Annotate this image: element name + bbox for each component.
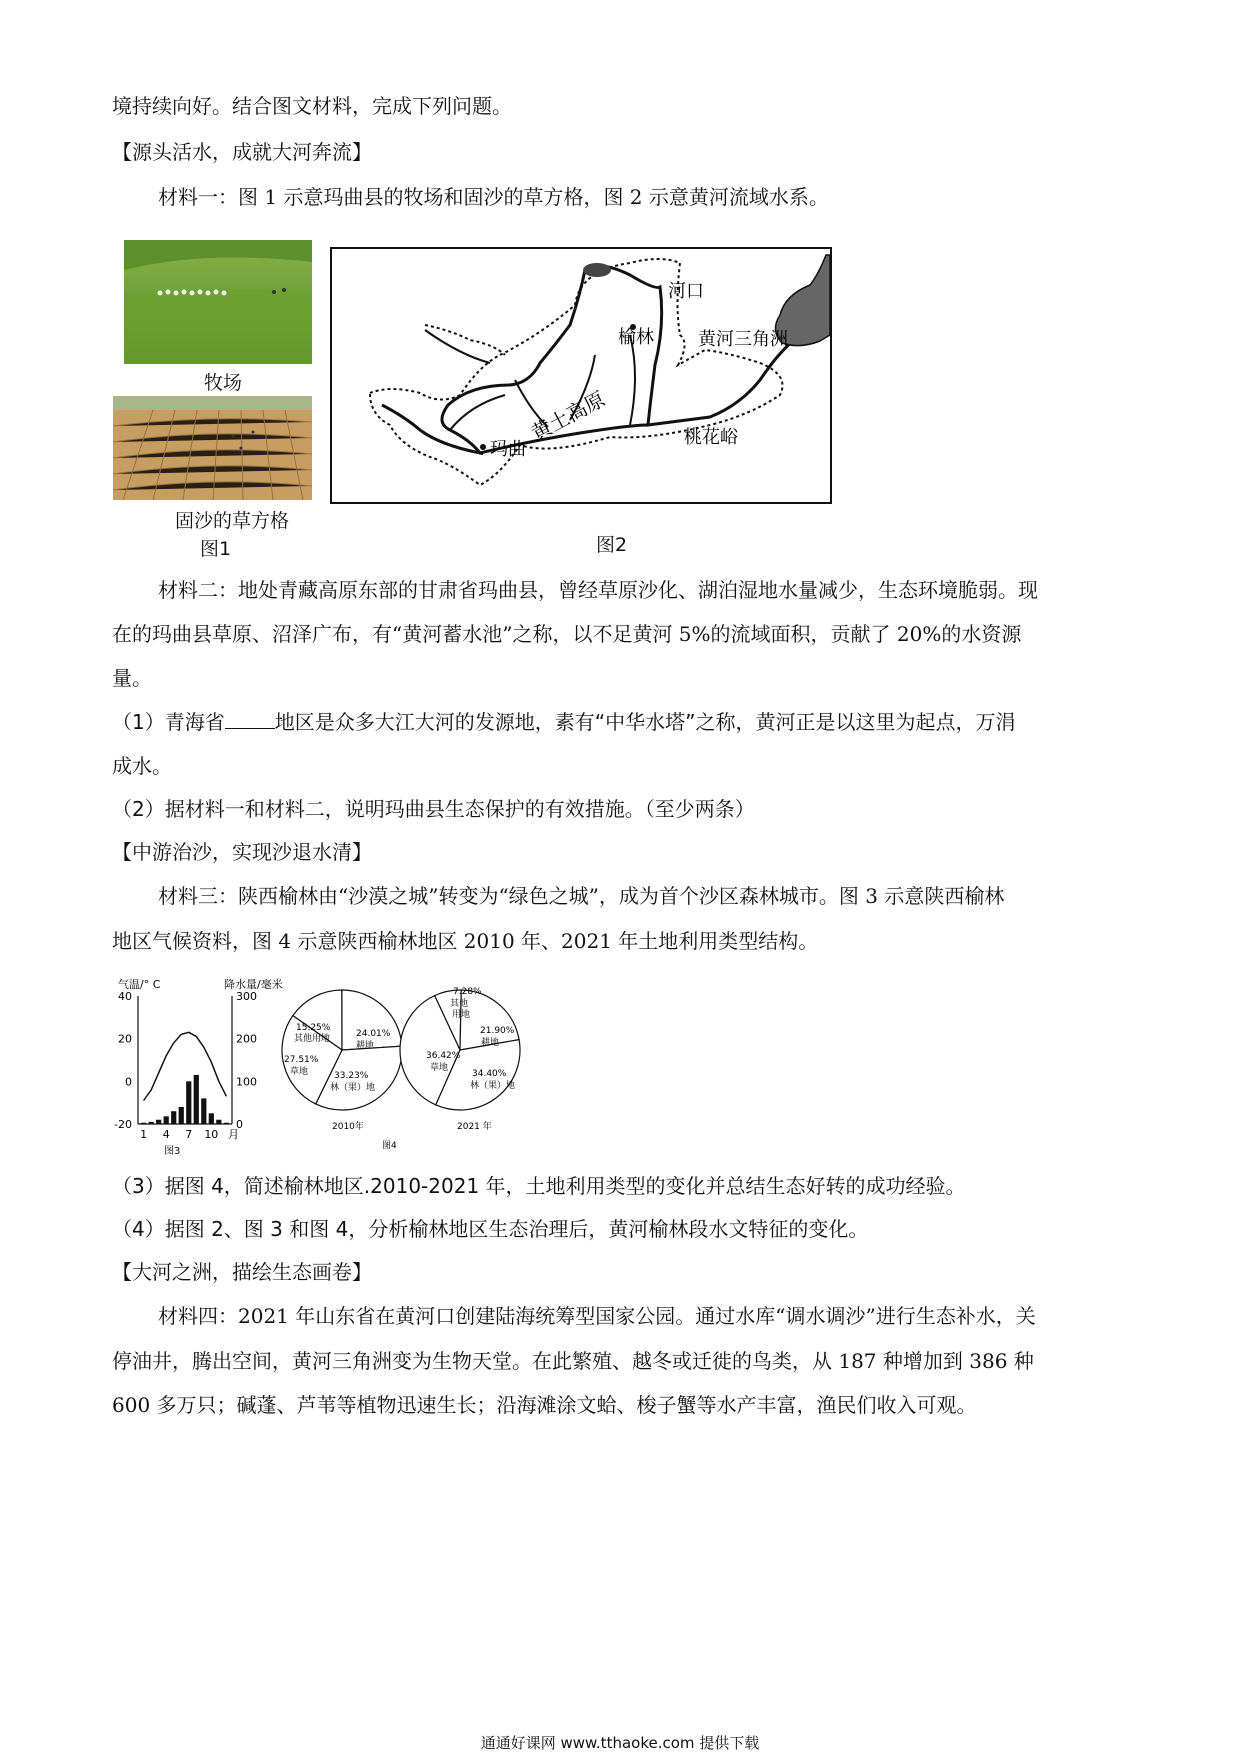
material-four-line2: 停油井，腾出空间，黄河三角洲变为生物天堂。在此繁殖、越冬或迁徙的鸟类，从 187 种增加到 386 种 xyxy=(112,1349,1034,1373)
right-axis-label: 降水量/毫米 xyxy=(224,978,283,991)
question-2: （2）据材料一和材料二，说明玛曲县生态保护的有效措施。（至少两条） xyxy=(112,797,755,821)
precip-bar xyxy=(156,1120,161,1124)
question-4: （4）据图 2、图 3 和图 4，分析榆林地区生态治理后，黄河榆林段水文特征的变化。 xyxy=(112,1217,869,1241)
material-two-line3: 量。 xyxy=(112,666,152,690)
grass-grid-photo xyxy=(113,396,312,500)
question-1-cont: 成水。 xyxy=(112,754,172,778)
left-tick-label: 40 xyxy=(118,990,132,1003)
pie2010-forest-value: 33.23% xyxy=(334,1071,369,1081)
grass-grid-caption: 固沙的草方格 xyxy=(175,510,290,532)
month-unit: 月 xyxy=(228,1128,239,1141)
figure3-label: 图3 xyxy=(164,1146,181,1157)
section-heading: 【源头活水，成就大河奔流】 xyxy=(112,140,372,164)
left-tick-label: -20 xyxy=(114,1118,132,1131)
pasture-photo xyxy=(124,240,312,364)
pie2010-farm-value: 24.01% xyxy=(356,1029,391,1039)
label-taohuayu: 桃花峪 xyxy=(684,427,738,448)
right-tick-label: 100 xyxy=(236,1075,257,1089)
precip-bar xyxy=(216,1120,221,1124)
precip-bar xyxy=(179,1107,184,1124)
temperature-line xyxy=(144,1032,227,1100)
pie2021-other-value: 7.28% xyxy=(453,987,482,997)
pie2021-grass-value: 36.42% xyxy=(426,1051,461,1061)
pie2021-farm-value: 21.90% xyxy=(480,1026,515,1036)
material-two-line2: 在的玛曲县草原、沼泽广布，有“黄河蓄水池”之称，以不足黄河 5%的流域面积，贡献了 20%的水资源 xyxy=(112,622,1022,646)
label-yulin: 榆林 xyxy=(618,327,654,348)
pie2021-forest-value: 34.40% xyxy=(472,1069,507,1079)
climate-chart xyxy=(108,976,283,1157)
question-3: （3）据图 4，简述榆林地区.2010-2021 年，土地利用类型的变化并总结生态好转的成功经验。 xyxy=(112,1174,966,1198)
pie2021-farm-label: 耕地 xyxy=(481,1038,500,1048)
precip-bar xyxy=(194,1075,199,1124)
material-four-line1: 材料四：2021 年山东省在黄河口创建陆海统筹型国家公园。通过水库“调水调沙”进行生态补水，关 xyxy=(158,1304,1036,1328)
x-tick-label: 1 xyxy=(140,1128,148,1141)
precip-bar xyxy=(149,1122,154,1124)
material-three-line1: 材料三：陕西榆林由“沙漠之城”转变为“绿色之城”，成为首个沙区森林城市。图 3 示意陕西榆林 xyxy=(158,884,1005,908)
pie2010-farm-label: 耕地 xyxy=(356,1041,375,1051)
pie2010-grass-value: 27.51% xyxy=(284,1055,319,1065)
left-tick-label: 20 xyxy=(118,1032,132,1046)
pie2010-caption: 2010年 xyxy=(332,1122,364,1132)
material-three-line2: 地区气候资料，图 4 示意陕西榆林地区 2010 年、2021 年土地利用类型结构。 xyxy=(112,929,819,953)
pasture-caption: 牧场 xyxy=(204,372,243,394)
land-use-pies xyxy=(282,982,542,1152)
pie2010-other-value: 15.25% xyxy=(296,1023,331,1033)
precip-bar xyxy=(209,1113,214,1124)
yellow-river-map xyxy=(330,245,834,505)
x-tick-label: 7 xyxy=(185,1128,193,1141)
label-plateau: 黄土高原 xyxy=(527,386,609,446)
material-two-line1: 材料二：地处青藏高原东部的甘肃省玛曲县，曾经草原沙化、湖泊湿地水量减少，生态环境脆弱。现 xyxy=(158,578,1038,602)
label-maqu: 玛曲 xyxy=(490,439,526,460)
precip-bar xyxy=(201,1098,206,1124)
precip-bar xyxy=(171,1111,176,1124)
right-tick-label: 300 xyxy=(236,990,257,1003)
text-line: 境持续向好。结合图文材料，完成下列问题。 xyxy=(112,94,512,118)
question-1-prefix: （1）青海省 xyxy=(112,710,225,734)
pie2021-caption: 2021 年 xyxy=(457,1122,492,1132)
label-hekou: 河口 xyxy=(668,281,704,302)
figure2-label: 图2 xyxy=(596,534,628,556)
precip-bar xyxy=(164,1116,169,1124)
precip-bar xyxy=(224,1123,229,1124)
footer: 通通好课网 www.tthaoke.com 提供下载 xyxy=(480,1734,760,1752)
right-tick-label: 0 xyxy=(236,1118,243,1131)
answer-blank[interactable] xyxy=(225,708,275,729)
pie2021-other-label: 其他 xyxy=(450,999,469,1009)
question-1-suffix: 地区是众多大江大河的发源地，素有“中华水塔”之称，黄河正是以这里为起点，万涓 xyxy=(274,710,1016,734)
precip-bar xyxy=(141,1123,146,1124)
right-tick-label: 200 xyxy=(236,1032,257,1046)
precip-bar xyxy=(186,1081,191,1124)
left-tick-label: 0 xyxy=(125,1075,132,1089)
label-delta: 黄河三角洲 xyxy=(698,329,788,350)
pie2021-grass-label: 草地 xyxy=(430,1063,449,1073)
figure4-label: 图4 xyxy=(382,1141,397,1151)
section-heading: 【大河之洲，描绘生态画卷】 xyxy=(112,1260,372,1284)
x-tick-label: 4 xyxy=(162,1128,170,1141)
x-tick-label: 10 xyxy=(204,1128,219,1141)
material-one: 材料一：图 1 示意玛曲县的牧场和固沙的草方格，图 2 示意黄河流域水系。 xyxy=(158,185,829,209)
pie2021-other-label-2: 用地 xyxy=(452,1010,471,1020)
figure1-label: 图1 xyxy=(200,538,232,560)
section-heading: 【中游治沙，实现沙退水清】 xyxy=(112,840,372,864)
pie2010-other-label: 其他用地 xyxy=(294,1034,331,1044)
left-axis-label: 气温/° C xyxy=(118,978,161,991)
material-four-line3: 600 多万只；碱蓬、芦苇等植物迅速生长；沿海滩涂文蛤、梭子蟹等水产丰富，渔民们收入可观。 xyxy=(112,1393,977,1417)
question-1 xyxy=(112,708,1015,736)
pie2010-forest-label: 林（果）地 xyxy=(330,1083,376,1093)
pie2021-forest-label: 林（果）地 xyxy=(470,1081,516,1091)
pie2010-grass-label: 草地 xyxy=(290,1067,309,1077)
